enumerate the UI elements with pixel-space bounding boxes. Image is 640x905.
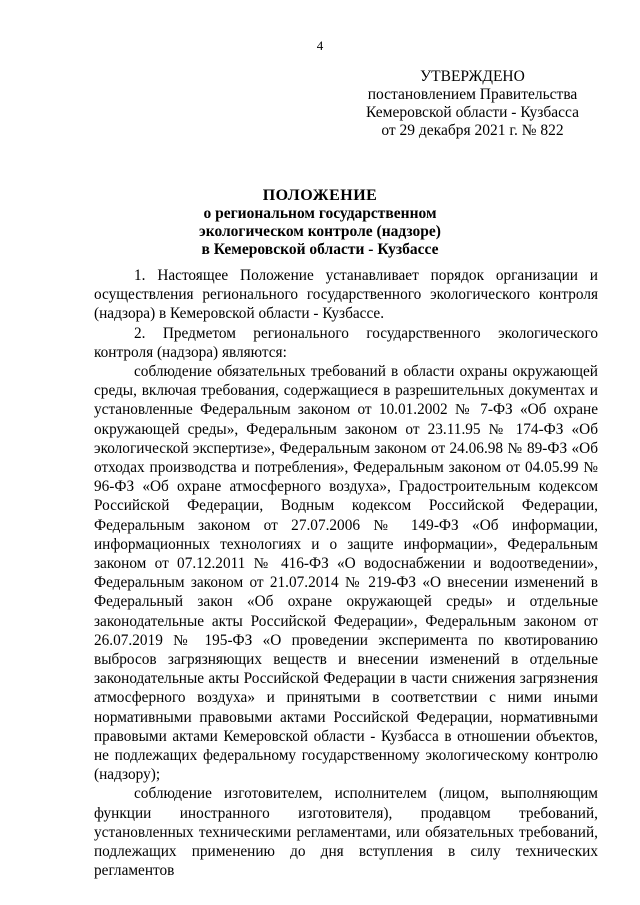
title-line-1: о региональном государственном xyxy=(203,205,437,222)
document-body xyxy=(94,266,598,881)
approval-line-1: постановлением Правительства xyxy=(367,86,578,103)
document-title xyxy=(0,187,640,259)
approval-heading: УТВЕРЖДЕНО xyxy=(420,68,525,85)
approval-line-2: Кемеровской области - Кузбасса xyxy=(366,104,579,121)
paragraph-2: 2. Предметом регионального государственного экологического контроля (надзора) являются: xyxy=(94,324,598,361)
paragraph-3: соблюдение обязательных требований в области охраны окружающей среды, включая требования, содержащиеся в разрешительных документах и установленные Федеральным законом от 10.01.2002 № 7-ФЗ «Об охране окружающей среды», Федеральным законом от 23.11.95 № 174-ФЗ «Об экологической экспертизе», Федеральным законом от 24.06.98 № 89-ФЗ «Об отходах производства и потребления», Федеральным законом от 04.05.99 № 96-ФЗ «Об охране атмосферного воздуха», Градостроительным кодексом Российской Федерации, Водным кодексом Российской Федерации, Федеральным законом от 27.07.2006 № 149-ФЗ «Об информации, информационных технологиях и о защите информации», Федеральным законом от 07.12.2011 № 416-ФЗ «О водоснабжении и водоотведении», Федеральным законом от 21.07.2014 № 219-ФЗ «О внесении изменений в Федеральный закон «Об охране окружающей среды» и отдельные законодательные акты Российской Федерации», Федеральным законом от 26.07.2019 № 195-ФЗ «О проведении эксперимента по квотированию выбросов загрязняющих веществ и внесении изменений в отдельные законодательные акты Российской Федерации в части снижения загрязнения атмосферного воздуха» и принятыми в соответствии с ними иными нормативными правовыми актами Российской Федерации, нормативными правовыми актами Кемеровской области - Кузбасса в отношении объектов, не подлежащих федеральному государственному экологическому контролю (надзору); xyxy=(94,363,598,784)
paragraph-1: 1. Настоящее Положение устанавливает порядок организации и осуществления регионального государственного экологического контроля (надзора) в Кемеровской области - Кузбассе. xyxy=(94,267,598,323)
approval-stamp-block xyxy=(340,68,605,140)
approval-line-3: от 29 декабря 2021 г. № 822 xyxy=(381,122,564,139)
title-line-2: экологическом контроле (надзоре) xyxy=(199,223,441,240)
title-main: ПОЛОЖЕНИЕ xyxy=(262,187,378,204)
title-line-3: в Кемеровской области - Кузбассе xyxy=(201,241,439,258)
paragraph-4: соблюдение изготовителем, исполнителем (лицом, выполняющим функции иностранного изготовителя), продавцом требований, установленных техническими регламентами, или обязательных требований, подлежащих применению до дня вступления в силу технических регламентов xyxy=(94,785,598,880)
page-number: 4 xyxy=(316,38,324,53)
